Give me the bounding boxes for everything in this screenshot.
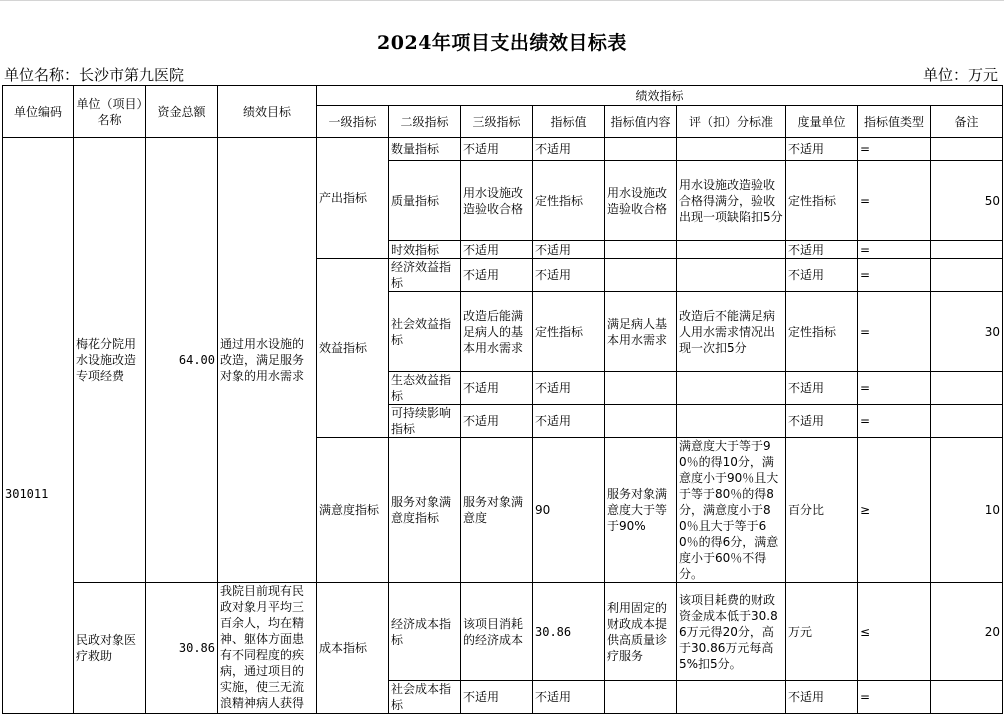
header-row-1 — [3, 86, 1003, 106]
value-cell: 不适用 — [533, 138, 605, 161]
remark-cell — [931, 138, 1003, 161]
project-name-cell: 民政对象医疗救助 — [74, 583, 146, 714]
level3-cell: 服务对象满意度 — [461, 438, 533, 583]
level2-cell: 可持续影响指标 — [389, 405, 461, 438]
remark-cell — [931, 259, 1003, 292]
unit-cell: 万元 — [786, 583, 858, 681]
header-value-type: 指标值类型 — [858, 106, 931, 138]
scoring-cell — [677, 241, 786, 259]
currency-unit-label: 单位：万元 — [922, 66, 998, 84]
scoring-cell: 满意度大于等于90％的得10分，满意度小于90％且大于等于80％的得8分，满意度小于80％且大于等于60％的得6分，满意度小于60％不得分。 — [677, 438, 786, 583]
project-goal-cell: 通过用水设施的改造，满足服务对象的用水需求 — [218, 138, 317, 583]
table-row — [3, 583, 1003, 681]
value-cell: 不适用 — [533, 372, 605, 405]
remark-cell: 30 — [931, 292, 1003, 372]
content-cell: 服务对象满意度大于等于90% — [605, 438, 677, 583]
table-row — [3, 138, 1003, 161]
type-cell: = — [858, 405, 931, 438]
value-cell: 90 — [533, 438, 605, 583]
level3-cell: 不适用 — [461, 259, 533, 292]
content-cell: 利用固定的财政成本提供高质量诊疗服务 — [605, 583, 677, 681]
scoring-cell — [677, 372, 786, 405]
remark-cell — [931, 405, 1003, 438]
level2-cell: 经济效益指标 — [389, 259, 461, 292]
type-cell: ≥ — [858, 438, 931, 583]
project-funds-cell: 30.86 — [146, 583, 218, 714]
level3-cell: 不适用 — [461, 681, 533, 714]
value-cell: 30.86 — [533, 583, 605, 681]
header-level2: 二级指标 — [389, 106, 461, 138]
value-cell: 不适用 — [533, 241, 605, 259]
level2-cell: 数量指标 — [389, 138, 461, 161]
level3-cell: 该项目消耗的经济成本 — [461, 583, 533, 681]
top-border — [0, 0, 1004, 1]
remark-cell: 20 — [931, 583, 1003, 681]
type-cell: = — [858, 372, 931, 405]
scoring-cell — [677, 405, 786, 438]
remark-cell — [931, 372, 1003, 405]
level3-cell: 不适用 — [461, 241, 533, 259]
unit-cell: 不适用 — [786, 259, 858, 292]
content-cell — [605, 372, 677, 405]
scoring-cell: 该项目耗费的财政资金成本低于30.86万元得20分，高于30.86万元每高5%扣5分。 — [677, 583, 786, 681]
level3-cell: 不适用 — [461, 138, 533, 161]
value-cell: 定性指标 — [533, 292, 605, 372]
value-cell: 定性指标 — [533, 161, 605, 241]
level1-cell: 产出指标 — [317, 138, 389, 259]
remark-cell: 50 — [931, 161, 1003, 241]
level2-cell: 服务对象满意度指标 — [389, 438, 461, 583]
level2-cell: 时效指标 — [389, 241, 461, 259]
header-scoring: 评（扣）分标准 — [677, 106, 786, 138]
page-title: 2024年项目支出绩效目标表 — [377, 32, 627, 54]
value-cell: 不适用 — [533, 681, 605, 714]
unit-cell: 不适用 — [786, 405, 858, 438]
unit-code-cell: 301011 — [3, 138, 74, 714]
level1-cell: 成本指标 — [317, 583, 389, 714]
level1-cell: 满意度指标 — [317, 438, 389, 583]
header-project-name: 单位（项目）名称 — [74, 86, 146, 138]
level2-cell: 质量指标 — [389, 161, 461, 241]
project-goal-cell: 我院目前现有民政对象月平均三百余人，均在精神、躯体方面患有不同程度的疾病，通过项目的实施，使三无流浪精神病人获得 — [218, 583, 317, 714]
type-cell: = — [858, 292, 931, 372]
header-level3: 三级指标 — [461, 106, 533, 138]
performance-target-table — [2, 85, 1003, 714]
scoring-cell — [677, 138, 786, 161]
scoring-cell: 用水设施改造验收合格得满分，验收出现一项缺陷扣5分 — [677, 161, 786, 241]
content-cell: 用水设施改造验收合格 — [605, 161, 677, 241]
level1-cell: 效益指标 — [317, 259, 389, 438]
level2-cell: 经济成本指标 — [389, 583, 461, 681]
project-funds-cell: 64.00 — [146, 138, 218, 583]
level3-cell: 不适用 — [461, 405, 533, 438]
header-measure-unit: 度量单位 — [786, 106, 858, 138]
unit-cell: 定性指标 — [786, 161, 858, 241]
unit-cell: 定性指标 — [786, 292, 858, 372]
type-cell: = — [858, 241, 931, 259]
header-total-funds: 资金总额 — [146, 86, 218, 138]
type-cell: = — [858, 138, 931, 161]
remark-cell: 10 — [931, 438, 1003, 583]
level2-cell: 生态效益指标 — [389, 372, 461, 405]
content-cell — [605, 241, 677, 259]
project-name-cell: 梅花分院用水设施改造专项经费 — [74, 138, 146, 583]
unit-cell: 不适用 — [786, 372, 858, 405]
header-unit-code: 单位编码 — [3, 86, 74, 138]
unit-cell: 不适用 — [786, 241, 858, 259]
header-performance-goal: 绩效目标 — [218, 86, 317, 138]
unit-cell: 百分比 — [786, 438, 858, 583]
value-cell: 不适用 — [533, 259, 605, 292]
type-cell: = — [858, 259, 931, 292]
level2-cell: 社会效益指标 — [389, 292, 461, 372]
unit-name-label: 单位名称：长沙市第九医院 — [4, 66, 185, 84]
header-value: 指标值 — [533, 106, 605, 138]
content-cell: 满足病人基本用水需求 — [605, 292, 677, 372]
level3-cell: 不适用 — [461, 372, 533, 405]
content-cell — [605, 405, 677, 438]
level2-cell: 社会成本指标 — [389, 681, 461, 714]
content-cell — [605, 138, 677, 161]
value-cell: 不适用 — [533, 405, 605, 438]
scoring-cell: 改造后不能满足病人用水需求情况出现一次扣5分 — [677, 292, 786, 372]
header-performance-indicators: 绩效指标 — [317, 86, 1003, 106]
content-cell — [605, 259, 677, 292]
type-cell: ≤ — [858, 583, 931, 681]
header-level1: 一级指标 — [317, 106, 389, 138]
header-remark: 备注 — [931, 106, 1003, 138]
type-cell: = — [858, 681, 931, 714]
unit-cell: 不适用 — [786, 138, 858, 161]
header-value-content: 指标值内容 — [605, 106, 677, 138]
level3-cell: 用水设施改造验收合格 — [461, 161, 533, 241]
level3-cell: 改造后能满足病人的基本用水需求 — [461, 292, 533, 372]
unit-cell: 不适用 — [786, 681, 858, 714]
type-cell: = — [858, 161, 931, 241]
scoring-cell — [677, 259, 786, 292]
remark-cell — [931, 241, 1003, 259]
